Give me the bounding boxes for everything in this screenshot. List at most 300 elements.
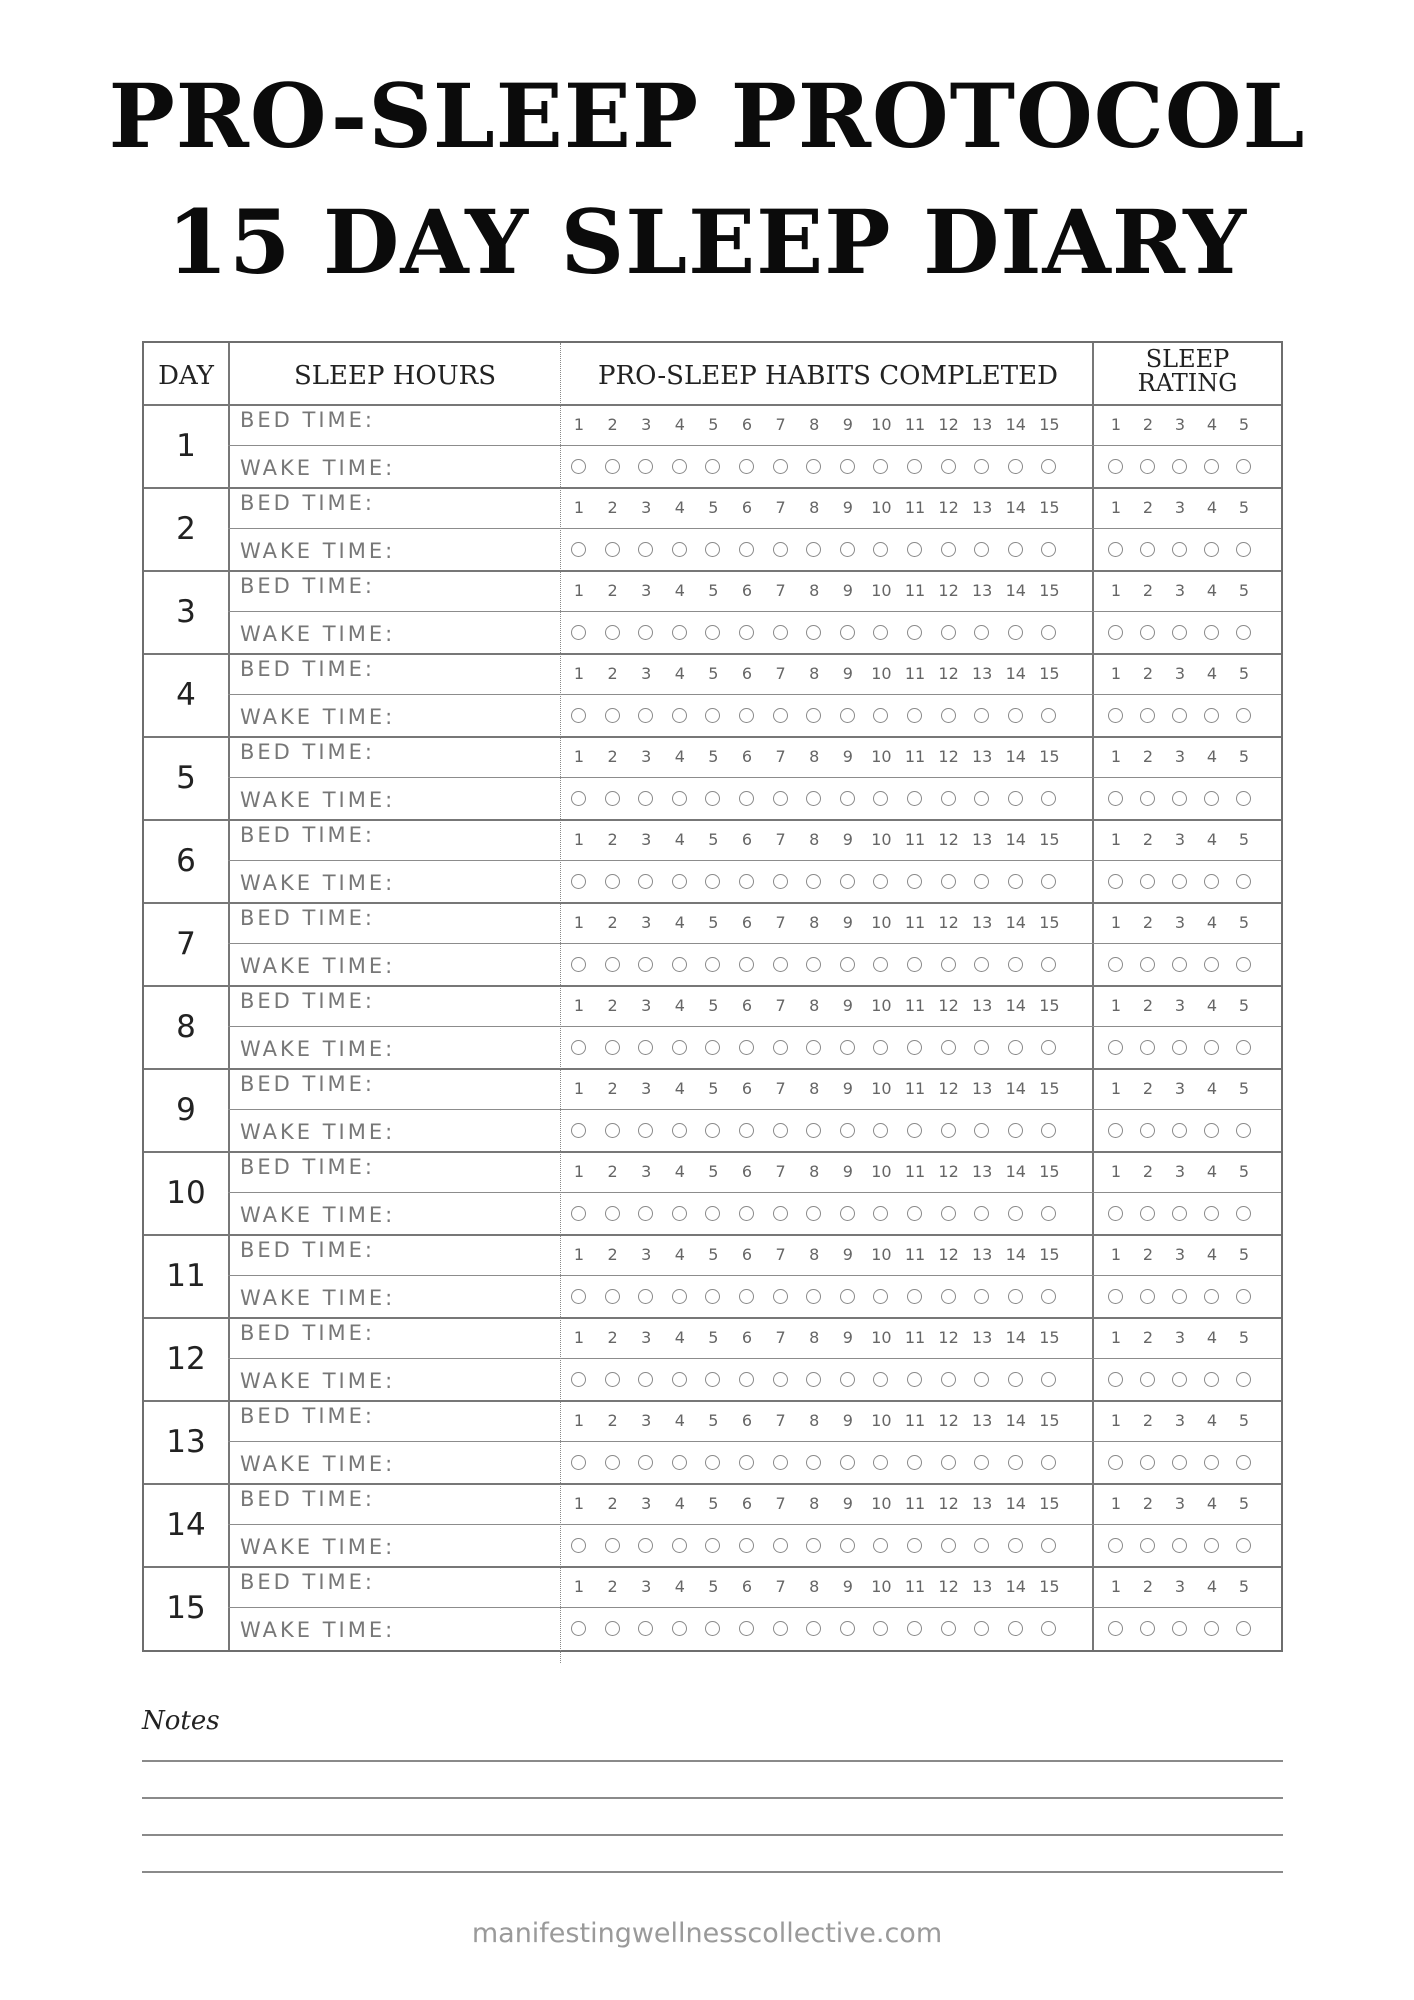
- habit-checkbox[interactable]: [907, 459, 922, 474]
- habit-checkbox[interactable]: [806, 957, 821, 972]
- habit-checkbox[interactable]: [873, 1289, 888, 1304]
- rating-checkbox[interactable]: [1204, 1289, 1219, 1304]
- rating-checkbox[interactable]: [1140, 708, 1155, 723]
- habit-checkbox[interactable]: [571, 874, 586, 889]
- habit-checkbox[interactable]: [1041, 957, 1056, 972]
- rating-checkbox[interactable]: [1140, 459, 1155, 474]
- habit-checkbox[interactable]: [840, 1206, 855, 1221]
- habit-checkbox[interactable]: [1041, 542, 1056, 557]
- habit-checkbox[interactable]: [739, 1040, 754, 1055]
- habit-checkbox[interactable]: [672, 1621, 687, 1636]
- habit-checkbox[interactable]: [1041, 1538, 1056, 1553]
- habit-checkbox[interactable]: [907, 542, 922, 557]
- habit-checkbox[interactable]: [672, 1455, 687, 1470]
- habit-checkbox[interactable]: [873, 1372, 888, 1387]
- rating-checkbox[interactable]: [1204, 708, 1219, 723]
- habit-checkbox[interactable]: [638, 459, 653, 474]
- bed-time-label[interactable]: BED TIME:: [240, 1404, 376, 1428]
- habit-checkbox[interactable]: [1008, 542, 1023, 557]
- rating-checkbox[interactable]: [1236, 1206, 1251, 1221]
- habit-checkbox[interactable]: [941, 1123, 956, 1138]
- rating-checkbox[interactable]: [1236, 542, 1251, 557]
- habit-checkbox[interactable]: [638, 542, 653, 557]
- habit-checkbox[interactable]: [974, 1206, 989, 1221]
- habit-checkbox[interactable]: [605, 708, 620, 723]
- rating-checkbox[interactable]: [1204, 1372, 1219, 1387]
- habit-checkbox[interactable]: [907, 957, 922, 972]
- rating-checkbox[interactable]: [1236, 625, 1251, 640]
- habit-checkbox[interactable]: [907, 625, 922, 640]
- bed-time-label[interactable]: BED TIME:: [240, 657, 376, 681]
- habit-checkbox[interactable]: [739, 1372, 754, 1387]
- habit-checkbox[interactable]: [941, 625, 956, 640]
- habit-checkbox[interactable]: [739, 708, 754, 723]
- habit-checkbox[interactable]: [773, 791, 788, 806]
- rating-checkbox[interactable]: [1140, 1289, 1155, 1304]
- wake-time-label[interactable]: WAKE TIME:: [240, 954, 396, 978]
- rating-checkbox[interactable]: [1140, 1621, 1155, 1636]
- habit-checkbox[interactable]: [840, 708, 855, 723]
- habit-checkbox[interactable]: [638, 1289, 653, 1304]
- rating-checkbox[interactable]: [1236, 1040, 1251, 1055]
- habit-checkbox[interactable]: [705, 542, 720, 557]
- habit-checkbox[interactable]: [705, 791, 720, 806]
- habit-checkbox[interactable]: [873, 459, 888, 474]
- rating-checkbox[interactable]: [1236, 791, 1251, 806]
- habit-checkbox[interactable]: [672, 1123, 687, 1138]
- habit-checkbox[interactable]: [974, 957, 989, 972]
- rating-checkbox[interactable]: [1140, 1538, 1155, 1553]
- wake-time-label[interactable]: WAKE TIME:: [240, 705, 396, 729]
- habit-checkbox[interactable]: [638, 1206, 653, 1221]
- habit-checkbox[interactable]: [1008, 1040, 1023, 1055]
- bed-time-label[interactable]: BED TIME:: [240, 906, 376, 930]
- rating-checkbox[interactable]: [1236, 1538, 1251, 1553]
- habit-checkbox[interactable]: [571, 1206, 586, 1221]
- bed-time-label[interactable]: BED TIME:: [240, 574, 376, 598]
- habit-checkbox[interactable]: [773, 1040, 788, 1055]
- rating-checkbox[interactable]: [1108, 1538, 1123, 1553]
- habit-checkbox[interactable]: [840, 1372, 855, 1387]
- habit-checkbox[interactable]: [840, 459, 855, 474]
- habit-checkbox[interactable]: [907, 791, 922, 806]
- habit-checkbox[interactable]: [1041, 1621, 1056, 1636]
- habit-checkbox[interactable]: [873, 542, 888, 557]
- habit-checkbox[interactable]: [605, 874, 620, 889]
- habit-checkbox[interactable]: [605, 1538, 620, 1553]
- habit-checkbox[interactable]: [1041, 459, 1056, 474]
- wake-time-label[interactable]: WAKE TIME:: [240, 539, 396, 563]
- habit-checkbox[interactable]: [571, 459, 586, 474]
- habit-checkbox[interactable]: [1008, 1621, 1023, 1636]
- habit-checkbox[interactable]: [840, 1538, 855, 1553]
- habit-checkbox[interactable]: [672, 957, 687, 972]
- habit-checkbox[interactable]: [672, 1538, 687, 1553]
- habit-checkbox[interactable]: [1041, 625, 1056, 640]
- habit-checkbox[interactable]: [672, 1206, 687, 1221]
- rating-checkbox[interactable]: [1172, 1455, 1187, 1470]
- habit-checkbox[interactable]: [806, 542, 821, 557]
- habit-checkbox[interactable]: [941, 1206, 956, 1221]
- habit-checkbox[interactable]: [571, 1455, 586, 1470]
- habit-checkbox[interactable]: [638, 1372, 653, 1387]
- habit-checkbox[interactable]: [638, 1040, 653, 1055]
- habit-checkbox[interactable]: [873, 957, 888, 972]
- habit-checkbox[interactable]: [571, 542, 586, 557]
- habit-checkbox[interactable]: [773, 1455, 788, 1470]
- habit-checkbox[interactable]: [907, 1040, 922, 1055]
- rating-checkbox[interactable]: [1172, 1621, 1187, 1636]
- habit-checkbox[interactable]: [1008, 1289, 1023, 1304]
- habit-checkbox[interactable]: [1041, 1372, 1056, 1387]
- rating-checkbox[interactable]: [1204, 1455, 1219, 1470]
- habit-checkbox[interactable]: [1041, 1455, 1056, 1470]
- rating-checkbox[interactable]: [1172, 1538, 1187, 1553]
- habit-checkbox[interactable]: [974, 1372, 989, 1387]
- rating-checkbox[interactable]: [1172, 542, 1187, 557]
- rating-checkbox[interactable]: [1140, 791, 1155, 806]
- habit-checkbox[interactable]: [1041, 1289, 1056, 1304]
- habit-checkbox[interactable]: [974, 1621, 989, 1636]
- wake-time-label[interactable]: WAKE TIME:: [240, 788, 396, 812]
- habit-checkbox[interactable]: [739, 1538, 754, 1553]
- habit-checkbox[interactable]: [739, 542, 754, 557]
- habit-checkbox[interactable]: [773, 957, 788, 972]
- habit-checkbox[interactable]: [806, 625, 821, 640]
- rating-checkbox[interactable]: [1108, 1040, 1123, 1055]
- wake-time-label[interactable]: WAKE TIME:: [240, 1452, 396, 1476]
- habit-checkbox[interactable]: [773, 874, 788, 889]
- habit-checkbox[interactable]: [974, 1040, 989, 1055]
- habit-checkbox[interactable]: [705, 1206, 720, 1221]
- rating-checkbox[interactable]: [1108, 957, 1123, 972]
- wake-time-label[interactable]: WAKE TIME:: [240, 1203, 396, 1227]
- habit-checkbox[interactable]: [638, 957, 653, 972]
- habit-checkbox[interactable]: [739, 1289, 754, 1304]
- rating-checkbox[interactable]: [1108, 625, 1123, 640]
- habit-checkbox[interactable]: [873, 874, 888, 889]
- habit-checkbox[interactable]: [873, 1621, 888, 1636]
- habit-checkbox[interactable]: [1008, 459, 1023, 474]
- habit-checkbox[interactable]: [672, 459, 687, 474]
- habit-checkbox[interactable]: [1008, 625, 1023, 640]
- bed-time-label[interactable]: BED TIME:: [240, 408, 376, 432]
- habit-checkbox[interactable]: [773, 1372, 788, 1387]
- habit-checkbox[interactable]: [873, 1455, 888, 1470]
- habit-checkbox[interactable]: [941, 1372, 956, 1387]
- habit-checkbox[interactable]: [773, 625, 788, 640]
- habit-checkbox[interactable]: [571, 1538, 586, 1553]
- notes-line[interactable]: [142, 1834, 1283, 1836]
- habit-checkbox[interactable]: [571, 1123, 586, 1138]
- habit-checkbox[interactable]: [907, 1123, 922, 1138]
- rating-checkbox[interactable]: [1236, 1123, 1251, 1138]
- rating-checkbox[interactable]: [1236, 957, 1251, 972]
- habit-checkbox[interactable]: [974, 542, 989, 557]
- habit-checkbox[interactable]: [806, 708, 821, 723]
- rating-checkbox[interactable]: [1108, 1372, 1123, 1387]
- rating-checkbox[interactable]: [1108, 1621, 1123, 1636]
- habit-checkbox[interactable]: [773, 1538, 788, 1553]
- rating-checkbox[interactable]: [1236, 1372, 1251, 1387]
- habit-checkbox[interactable]: [739, 874, 754, 889]
- habit-checkbox[interactable]: [907, 1289, 922, 1304]
- habit-checkbox[interactable]: [974, 708, 989, 723]
- rating-checkbox[interactable]: [1140, 1206, 1155, 1221]
- habit-checkbox[interactable]: [873, 708, 888, 723]
- habit-checkbox[interactable]: [840, 874, 855, 889]
- habit-checkbox[interactable]: [739, 625, 754, 640]
- habit-checkbox[interactable]: [571, 625, 586, 640]
- habit-checkbox[interactable]: [605, 791, 620, 806]
- habit-checkbox[interactable]: [974, 1289, 989, 1304]
- habit-checkbox[interactable]: [1008, 1538, 1023, 1553]
- habit-checkbox[interactable]: [638, 1455, 653, 1470]
- habit-checkbox[interactable]: [638, 625, 653, 640]
- rating-checkbox[interactable]: [1108, 791, 1123, 806]
- habit-checkbox[interactable]: [773, 1206, 788, 1221]
- bed-time-label[interactable]: BED TIME:: [240, 740, 376, 764]
- habit-checkbox[interactable]: [1041, 874, 1056, 889]
- habit-checkbox[interactable]: [605, 542, 620, 557]
- habit-checkbox[interactable]: [705, 1123, 720, 1138]
- habit-checkbox[interactable]: [773, 1289, 788, 1304]
- habit-checkbox[interactable]: [907, 1621, 922, 1636]
- habit-checkbox[interactable]: [705, 1040, 720, 1055]
- habit-checkbox[interactable]: [1041, 791, 1056, 806]
- habit-checkbox[interactable]: [806, 1372, 821, 1387]
- habit-checkbox[interactable]: [907, 1206, 922, 1221]
- habit-checkbox[interactable]: [605, 1123, 620, 1138]
- rating-checkbox[interactable]: [1172, 1123, 1187, 1138]
- habit-checkbox[interactable]: [571, 1372, 586, 1387]
- habit-checkbox[interactable]: [1008, 1455, 1023, 1470]
- habit-checkbox[interactable]: [941, 708, 956, 723]
- bed-time-label[interactable]: BED TIME:: [240, 989, 376, 1013]
- habit-checkbox[interactable]: [907, 1455, 922, 1470]
- wake-time-label[interactable]: WAKE TIME:: [240, 1120, 396, 1144]
- rating-checkbox[interactable]: [1108, 1123, 1123, 1138]
- habit-checkbox[interactable]: [806, 1040, 821, 1055]
- habit-checkbox[interactable]: [739, 1621, 754, 1636]
- rating-checkbox[interactable]: [1140, 1040, 1155, 1055]
- habit-checkbox[interactable]: [974, 1455, 989, 1470]
- wake-time-label[interactable]: WAKE TIME:: [240, 1037, 396, 1061]
- habit-checkbox[interactable]: [571, 1040, 586, 1055]
- habit-checkbox[interactable]: [705, 708, 720, 723]
- habit-checkbox[interactable]: [840, 791, 855, 806]
- habit-checkbox[interactable]: [941, 542, 956, 557]
- wake-time-label[interactable]: WAKE TIME:: [240, 1535, 396, 1559]
- habit-checkbox[interactable]: [1041, 1123, 1056, 1138]
- habit-checkbox[interactable]: [605, 957, 620, 972]
- rating-checkbox[interactable]: [1204, 459, 1219, 474]
- habit-checkbox[interactable]: [1008, 1206, 1023, 1221]
- rating-checkbox[interactable]: [1172, 625, 1187, 640]
- bed-time-label[interactable]: BED TIME:: [240, 1487, 376, 1511]
- wake-time-label[interactable]: WAKE TIME:: [240, 1286, 396, 1310]
- habit-checkbox[interactable]: [705, 874, 720, 889]
- habit-checkbox[interactable]: [974, 459, 989, 474]
- habit-checkbox[interactable]: [873, 1123, 888, 1138]
- habit-checkbox[interactable]: [705, 1621, 720, 1636]
- rating-checkbox[interactable]: [1204, 1621, 1219, 1636]
- rating-checkbox[interactable]: [1108, 1206, 1123, 1221]
- notes-line[interactable]: [142, 1871, 1283, 1873]
- habit-checkbox[interactable]: [739, 459, 754, 474]
- rating-checkbox[interactable]: [1236, 1621, 1251, 1636]
- rating-checkbox[interactable]: [1204, 542, 1219, 557]
- habit-checkbox[interactable]: [705, 625, 720, 640]
- bed-time-label[interactable]: BED TIME:: [240, 1321, 376, 1345]
- habit-checkbox[interactable]: [1008, 708, 1023, 723]
- habit-checkbox[interactable]: [873, 1538, 888, 1553]
- habit-checkbox[interactable]: [941, 791, 956, 806]
- habit-checkbox[interactable]: [605, 1372, 620, 1387]
- rating-checkbox[interactable]: [1172, 708, 1187, 723]
- rating-checkbox[interactable]: [1172, 1206, 1187, 1221]
- habit-checkbox[interactable]: [739, 1206, 754, 1221]
- rating-checkbox[interactable]: [1108, 1455, 1123, 1470]
- habit-checkbox[interactable]: [840, 625, 855, 640]
- habit-checkbox[interactable]: [806, 459, 821, 474]
- habit-checkbox[interactable]: [605, 1040, 620, 1055]
- habit-checkbox[interactable]: [806, 791, 821, 806]
- habit-checkbox[interactable]: [873, 791, 888, 806]
- habit-checkbox[interactable]: [840, 1040, 855, 1055]
- rating-checkbox[interactable]: [1172, 791, 1187, 806]
- habit-checkbox[interactable]: [840, 957, 855, 972]
- habit-checkbox[interactable]: [605, 1289, 620, 1304]
- habit-checkbox[interactable]: [773, 708, 788, 723]
- bed-time-label[interactable]: BED TIME:: [240, 823, 376, 847]
- rating-checkbox[interactable]: [1204, 1040, 1219, 1055]
- rating-checkbox[interactable]: [1140, 1123, 1155, 1138]
- habit-checkbox[interactable]: [672, 542, 687, 557]
- habit-checkbox[interactable]: [1008, 791, 1023, 806]
- habit-checkbox[interactable]: [1008, 957, 1023, 972]
- bed-time-label[interactable]: BED TIME:: [240, 1238, 376, 1262]
- habit-checkbox[interactable]: [672, 791, 687, 806]
- habit-checkbox[interactable]: [605, 459, 620, 474]
- habit-checkbox[interactable]: [605, 1455, 620, 1470]
- rating-checkbox[interactable]: [1236, 1289, 1251, 1304]
- rating-checkbox[interactable]: [1108, 459, 1123, 474]
- habit-checkbox[interactable]: [672, 1289, 687, 1304]
- rating-checkbox[interactable]: [1172, 874, 1187, 889]
- rating-checkbox[interactable]: [1204, 1206, 1219, 1221]
- habit-checkbox[interactable]: [873, 1040, 888, 1055]
- habit-checkbox[interactable]: [638, 708, 653, 723]
- rating-checkbox[interactable]: [1140, 625, 1155, 640]
- wake-time-label[interactable]: WAKE TIME:: [240, 1618, 396, 1642]
- habit-checkbox[interactable]: [672, 708, 687, 723]
- habit-checkbox[interactable]: [638, 1621, 653, 1636]
- habit-checkbox[interactable]: [840, 542, 855, 557]
- habit-checkbox[interactable]: [571, 1621, 586, 1636]
- notes-line[interactable]: [142, 1760, 1283, 1762]
- habit-checkbox[interactable]: [806, 1289, 821, 1304]
- rating-checkbox[interactable]: [1172, 1289, 1187, 1304]
- habit-checkbox[interactable]: [773, 542, 788, 557]
- habit-checkbox[interactable]: [672, 874, 687, 889]
- rating-checkbox[interactable]: [1172, 957, 1187, 972]
- wake-time-label[interactable]: WAKE TIME:: [240, 456, 396, 480]
- rating-checkbox[interactable]: [1236, 1455, 1251, 1470]
- habit-checkbox[interactable]: [638, 791, 653, 806]
- habit-checkbox[interactable]: [974, 1538, 989, 1553]
- habit-checkbox[interactable]: [941, 459, 956, 474]
- habit-checkbox[interactable]: [806, 1455, 821, 1470]
- habit-checkbox[interactable]: [840, 1455, 855, 1470]
- habit-checkbox[interactable]: [773, 1621, 788, 1636]
- bed-time-label[interactable]: BED TIME:: [240, 1072, 376, 1096]
- habit-checkbox[interactable]: [907, 1372, 922, 1387]
- rating-checkbox[interactable]: [1204, 625, 1219, 640]
- rating-checkbox[interactable]: [1140, 874, 1155, 889]
- habit-checkbox[interactable]: [974, 874, 989, 889]
- rating-checkbox[interactable]: [1204, 1538, 1219, 1553]
- habit-checkbox[interactable]: [571, 957, 586, 972]
- rating-checkbox[interactable]: [1140, 1455, 1155, 1470]
- habit-checkbox[interactable]: [773, 459, 788, 474]
- notes-line[interactable]: [142, 1797, 1283, 1799]
- habit-checkbox[interactable]: [1008, 874, 1023, 889]
- habit-checkbox[interactable]: [705, 957, 720, 972]
- habit-checkbox[interactable]: [672, 1040, 687, 1055]
- habit-checkbox[interactable]: [974, 791, 989, 806]
- habit-checkbox[interactable]: [1008, 1372, 1023, 1387]
- habit-checkbox[interactable]: [806, 1123, 821, 1138]
- bed-time-label[interactable]: BED TIME:: [240, 1155, 376, 1179]
- habit-checkbox[interactable]: [1041, 708, 1056, 723]
- habit-checkbox[interactable]: [571, 708, 586, 723]
- wake-time-label[interactable]: WAKE TIME:: [240, 1369, 396, 1393]
- rating-checkbox[interactable]: [1204, 791, 1219, 806]
- habit-checkbox[interactable]: [840, 1123, 855, 1138]
- bed-time-label[interactable]: BED TIME:: [240, 491, 376, 515]
- habit-checkbox[interactable]: [739, 957, 754, 972]
- habit-checkbox[interactable]: [974, 625, 989, 640]
- habit-checkbox[interactable]: [672, 1372, 687, 1387]
- habit-checkbox[interactable]: [638, 874, 653, 889]
- rating-checkbox[interactable]: [1236, 459, 1251, 474]
- bed-time-label[interactable]: BED TIME:: [240, 1570, 376, 1594]
- habit-checkbox[interactable]: [773, 1123, 788, 1138]
- rating-checkbox[interactable]: [1172, 459, 1187, 474]
- habit-checkbox[interactable]: [806, 1538, 821, 1553]
- habit-checkbox[interactable]: [941, 1621, 956, 1636]
- habit-checkbox[interactable]: [840, 1621, 855, 1636]
- habit-checkbox[interactable]: [1008, 1123, 1023, 1138]
- rating-checkbox[interactable]: [1108, 708, 1123, 723]
- rating-checkbox[interactable]: [1140, 542, 1155, 557]
- habit-checkbox[interactable]: [705, 1538, 720, 1553]
- habit-checkbox[interactable]: [941, 1538, 956, 1553]
- habit-checkbox[interactable]: [571, 1289, 586, 1304]
- habit-checkbox[interactable]: [605, 1206, 620, 1221]
- habit-checkbox[interactable]: [739, 791, 754, 806]
- habit-checkbox[interactable]: [705, 1289, 720, 1304]
- habit-checkbox[interactable]: [907, 874, 922, 889]
- rating-checkbox[interactable]: [1204, 1123, 1219, 1138]
- rating-checkbox[interactable]: [1172, 1372, 1187, 1387]
- habit-checkbox[interactable]: [571, 791, 586, 806]
- wake-time-label[interactable]: WAKE TIME:: [240, 622, 396, 646]
- habit-checkbox[interactable]: [873, 625, 888, 640]
- rating-checkbox[interactable]: [1204, 874, 1219, 889]
- habit-checkbox[interactable]: [941, 874, 956, 889]
